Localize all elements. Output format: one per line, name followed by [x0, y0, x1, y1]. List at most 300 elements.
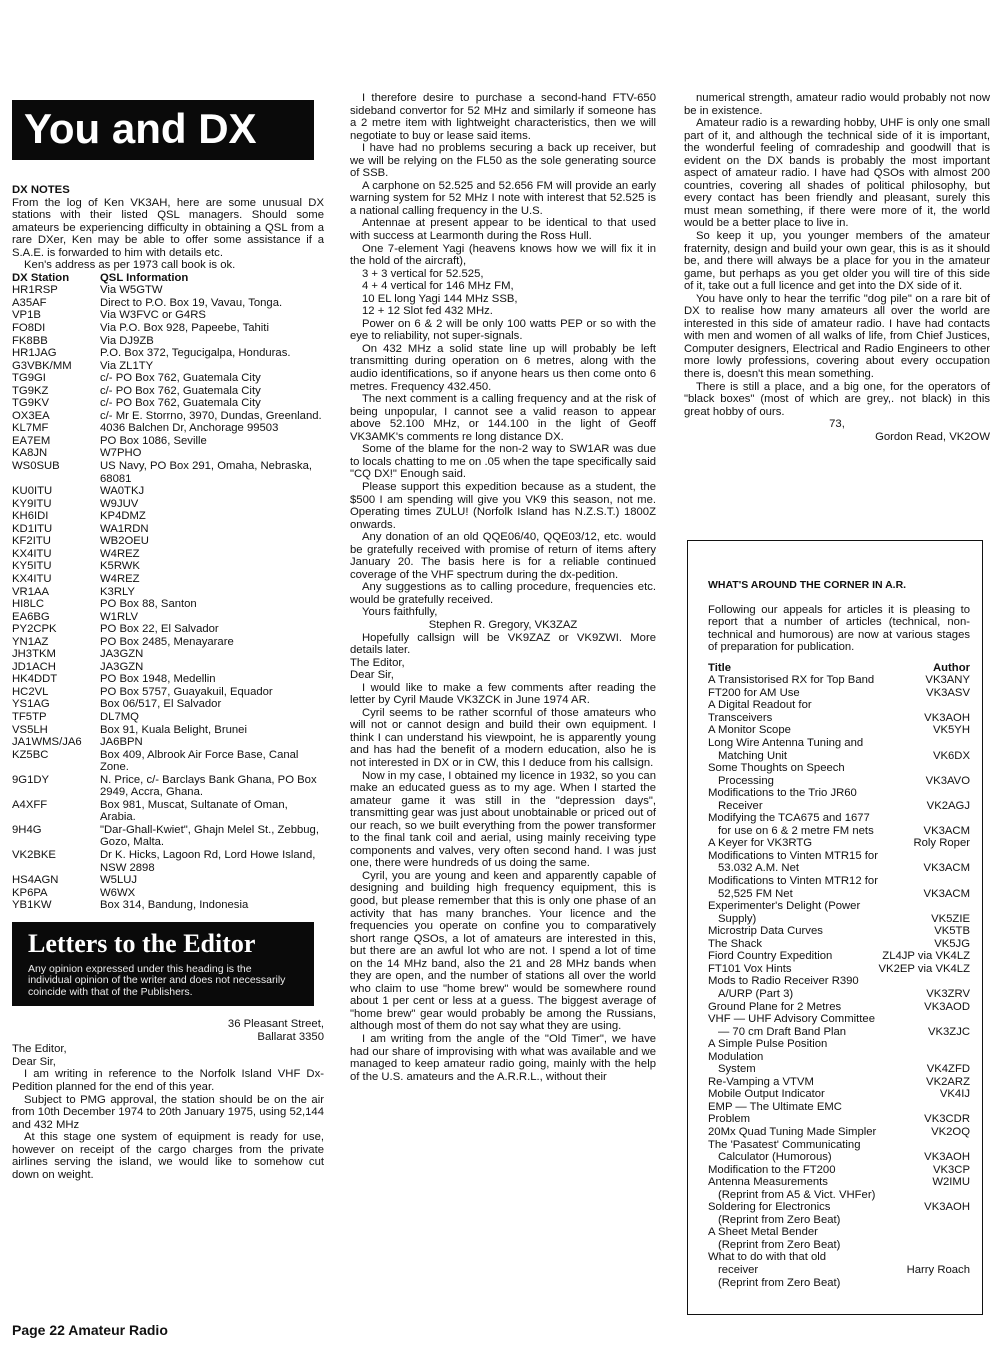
qsl-row [12, 435, 324, 448]
qsl-row [12, 548, 324, 561]
qsl-station: JH3TKM [12, 648, 56, 661]
qsl-row [12, 447, 324, 460]
article-title: for use on 6 & 2 metre FM nets [718, 824, 874, 837]
article-author [879, 1251, 970, 1264]
qsl-station: YB1KW [12, 899, 52, 912]
qsl-station: WS0SUB [12, 460, 60, 473]
qsl-row [12, 322, 324, 335]
qsl-info: 4036 Balchen Dr, Anchorage 99503 [100, 422, 279, 435]
qsl-info: WB2OEU [100, 535, 149, 548]
qsl-station: 9G1DY [12, 773, 50, 786]
letter2-body [350, 682, 656, 1084]
letter-paragraph: I would like to make a few comments after reading the letter by Cyril Maude VK3ZCK in June 1974 AR. [350, 681, 656, 707]
letters-banner-subtitle: Any opinion expressed under this heading is the individual opinion of the writer and does not necessarily coincide with that of the Publishers. [28, 962, 286, 998]
letter-address-line-2: Ballarat 3350 [257, 1030, 324, 1043]
article-title: Long Wire Antenna Tuning and [708, 737, 864, 750]
qsl-row [12, 648, 324, 661]
antenna-item: 4 + 4 vertical for 146 MHz FM, [362, 280, 514, 293]
article-title: FT101 Vox Hints [708, 962, 792, 975]
articles-header-title: Title [708, 661, 732, 674]
article-row [708, 1214, 970, 1227]
article-title: The Shack [708, 937, 763, 950]
letter-paragraph: Subject to PMG approval, the station should be on the air from 10th December 1974 to 20th January 1975, using 52,144 and 432 MHz [12, 1093, 324, 1131]
letter-paragraph: I am writing from the angle of the "Old Timer", we have had our share of improvising with what was available and we managed to keep amateur radio going, mainly with the help of the U.S. amateurs and the A.R.R.L., without their [350, 1033, 656, 1083]
letter-hopefully: Hopefully callsign will be VK9ZAZ or VK9ZWI. More details later. [350, 631, 656, 657]
qsl-station: TG9GI [12, 372, 46, 385]
qsl-info: PO Box 88, Santon [100, 598, 197, 611]
article-row [708, 699, 970, 724]
qsl-info: W4REZ [100, 572, 140, 585]
article-row [708, 925, 970, 938]
article-title: 53.032 A.M. Net [718, 862, 800, 875]
qsl-station: VP1B [12, 309, 41, 322]
qsl-row [12, 385, 324, 398]
qsl-station: HR1RSP [12, 284, 58, 297]
article-title: Calculator (Humorous) [718, 1151, 832, 1164]
qsl-station: FO8DI [12, 322, 46, 335]
article-title: Experimenter's Delight (Power [708, 900, 861, 913]
qsl-row [12, 360, 324, 373]
qsl-header-station: DX Station [12, 271, 70, 284]
article-author: Harry Roach [906, 1263, 970, 1276]
qsl-station: KH6IDI [12, 510, 49, 523]
article-title: Antenna Measurements [708, 1176, 828, 1189]
qsl-row [12, 887, 324, 900]
letter-paragraph: Some of the blame for the non-2 way to SW1AR was due to locals chatting to me on .05 when the tape specifically said "CQ DX!" Enough said. [350, 443, 656, 481]
article-row [708, 1001, 970, 1014]
dx-notes-heading: DX NOTES [12, 184, 70, 196]
letter-continued-1 [350, 92, 656, 268]
article-title: Mods to Radio Receiver R390 [708, 975, 859, 988]
qsl-station: TG9KV [12, 397, 50, 410]
qsl-info: W4REZ [100, 547, 140, 560]
qsl-row [12, 636, 324, 649]
qsl-station: FK8BB [12, 334, 48, 347]
article-author: VK5ZIE [931, 912, 970, 925]
qsl-station: A35AF [12, 296, 47, 309]
article-author: VK3AOH [924, 1151, 970, 1164]
article-author: W2IMU [932, 1176, 970, 1189]
article-author [879, 1214, 970, 1227]
qsl-info: c/- PO Box 762, Guatemala City [100, 372, 261, 385]
qsl-info: K3RLY [100, 585, 135, 598]
article-author: VK3CP [932, 1163, 970, 1176]
qsl-row [12, 586, 324, 599]
article-row [708, 1101, 970, 1126]
column-2 [350, 92, 656, 1083]
qsl-info: JA3GZN [100, 660, 144, 673]
article-row [708, 938, 970, 951]
article-author: VK4ZFD [926, 1063, 970, 1076]
qsl-station: JD1ACH [12, 660, 56, 673]
article-title: Fiord Country Expedition [708, 950, 833, 963]
qsl-row [12, 874, 324, 887]
article-row [708, 913, 970, 926]
article-title: A Simple Pulse Position Modulation [708, 1038, 828, 1063]
article-title: A Sheet Metal Bender [708, 1226, 818, 1239]
article-author [879, 850, 970, 863]
qsl-station: EA6BG [12, 610, 50, 623]
qsl-table-body [12, 284, 324, 911]
qsl-row [12, 297, 324, 310]
qsl-row [12, 485, 324, 498]
qsl-station: JA1WMS/JA6 [12, 736, 82, 749]
article-row [708, 1264, 970, 1277]
article-row [708, 687, 970, 700]
qsl-station: TF5TP [12, 710, 47, 723]
article-author: Roly Roper [913, 837, 970, 850]
article-author [879, 812, 970, 825]
article-author [879, 1277, 970, 1290]
qsl-info: PO Box 1086, Seville [100, 434, 207, 447]
qsl-info: WA1RDN [100, 522, 149, 535]
article-title: A Monitor Scope [708, 724, 791, 737]
article-title: Modifications to Vinten MTR15 for [708, 849, 878, 862]
article-row [708, 1201, 970, 1214]
article-title: — 70 cm Draft Band Plan [718, 1025, 847, 1038]
article-author [879, 1239, 970, 1252]
article-author: VK3ANY [925, 674, 970, 687]
column-1 [12, 92, 324, 1181]
qsl-row [12, 397, 324, 410]
article-row [708, 762, 970, 775]
article-title: Processing [718, 774, 774, 787]
article-title: System [718, 1063, 756, 1076]
qsl-info: P.O. Box 372, Tegucigalpa, Honduras. [100, 347, 291, 360]
antenna-list [350, 268, 656, 318]
page-footer: Page 22 Amateur Radio [12, 1322, 168, 1338]
article-author: VK3AOH [924, 711, 970, 724]
article-title: A Transistorised RX for Top Band [708, 674, 875, 687]
qsl-table [12, 272, 324, 912]
qsl-row [12, 598, 324, 611]
article-title: A/URP (Part 3) [718, 987, 794, 1000]
letter2-signature-read: Gordon Read, VK2OW [875, 430, 990, 443]
qsl-row [12, 460, 324, 485]
article-title: Modifications to the Trio JR60 [708, 787, 857, 800]
qsl-row [12, 774, 324, 799]
section-banner-you-and-dx: You and DX [12, 100, 314, 160]
qsl-row [12, 749, 324, 774]
qsl-row [12, 510, 324, 523]
letter-paragraph: So keep it up, you younger members of the amateur fraternity, design and build your own gear, this is as it should be, and there will always be a place for you in the amateur game, but perhaps as you get older you will tire of this side of it, take out a full licence and get into the DX side of it. [684, 230, 990, 293]
article-title: Microstrip Data Curves [708, 925, 823, 938]
letter-paragraph: Cyril, you are young and keen and apparently capable of designing and building high frequency equipment, this is good, but please remember that this is only one phase of an activity that has many branches. Your licence and the frequencies you operate on confine you to comparatively short range QSOs, a lot of amateurs are interested in this, but there are an awful lot who are not. I spend a lot of time on the 14 MHz band, also the 21 and 28 MHz bands when they are open, and the number of stations all over the world who claim to use "home brew" would be somewhere round about 1 per cent or less at a guess. The biggest average of "home brew" gear would probably be among the Russians, although most of them do not say what they are using. [350, 869, 656, 1033]
article-author [879, 875, 970, 888]
letter-paragraph: Now in my case, I obtained my licence in 1932, so you can make an educated guess as to my age. When I started the amateur game it was still in the "depression days", transmitting gear was just about unobtainable or priced out of our reach, so we built everything from the power transformer to the final tank coil and aerial, using mainly receiving type components and valves, very often second hand. I was just one, there were hundreds of us doing the same. [350, 769, 656, 870]
letter-body [12, 1068, 324, 1181]
qsl-station: A4XFF [12, 798, 48, 811]
letter-paragraph: At this stage one system of equipment is ready for use, however on receipt of the cargo charges from the private airlines serving the island, we would like to somehow cut down on weight. [12, 1131, 324, 1181]
article-row [708, 850, 970, 863]
qsl-row [12, 284, 324, 297]
article-title: Ground Plane for 2 Metres [708, 1000, 842, 1013]
letters-banner [12, 922, 314, 1007]
letter-address-line-1: 36 Pleasant Street, [227, 1018, 324, 1031]
antenna-item: 10 EL long Yagi 144 MHz SSB, [362, 292, 518, 305]
letter-continued-2 [350, 318, 656, 607]
article-row [708, 1126, 970, 1139]
letter-salutation-1: The Editor, [12, 1043, 67, 1056]
letter-paragraph: A carphone on 52.525 and 52.656 FM will provide an early warning system for 52 MHz I note with interest that 52.525 is a national calling frequency in the U.S. [350, 179, 656, 217]
qsl-info: WA0TKJ [100, 485, 145, 498]
article-author: VK2ARZ [926, 1075, 970, 1088]
article-title: Receiver [718, 799, 763, 812]
letters-banner-title: Letters to the Editor [28, 928, 256, 958]
qsl-info: W1RLV [100, 610, 139, 623]
qsl-station: OX3EA [12, 409, 50, 422]
qsl-station: EA7EM [12, 434, 51, 447]
qsl-info: c/- PO Box 762, Guatemala City [100, 397, 261, 410]
article-row [708, 1164, 970, 1177]
articles-table [708, 662, 970, 1289]
qsl-row [12, 661, 324, 674]
letter-paragraph: There is still a place, and a big one, for the operators of "black boxes" (most of which are grey,. not black) in this great hobby of ours. [684, 380, 990, 418]
article-title: VHF — UHF Advisory Committee [708, 1013, 875, 1026]
qsl-row [12, 623, 324, 636]
article-row [708, 674, 970, 687]
qsl-info: Dr K. Hicks, Lagoon Rd, Lord Howe Island, NSW 2898 [100, 848, 316, 874]
qsl-station: HS4AGN [12, 874, 59, 887]
qsl-row [12, 824, 324, 849]
qsl-row [12, 560, 324, 573]
article-author [879, 1189, 970, 1202]
qsl-station: KP6PA [12, 886, 48, 899]
qsl-station: KY5ITU [12, 560, 52, 573]
qsl-info: Box 06/517, El Salvador [100, 698, 222, 711]
article-row [708, 837, 970, 850]
article-row [708, 1277, 970, 1290]
article-author [879, 1139, 970, 1152]
qsl-station: KL7MF [12, 422, 49, 435]
qsl-station: PY2CPK [12, 623, 57, 636]
article-title: (Reprint from Zero Beat) [718, 1213, 841, 1226]
letter-paragraph: Any suggestions as to calling procedure, frequencies etc. would be gratefully received. [350, 581, 656, 606]
qsl-station: VK2BKE [12, 848, 56, 861]
qsl-station: KY9ITU [12, 497, 52, 510]
article-author: VK2AGJ [926, 799, 970, 812]
article-row [708, 1088, 970, 1101]
qsl-info: N. Price, c/- Barclays Bank Ghana, PO Box 2949, Accra, Ghana. [100, 773, 317, 799]
qsl-info: PO Box 5757, Guayakuil, Equador [100, 685, 273, 698]
article-row [708, 963, 970, 976]
article-row [708, 775, 970, 788]
qsl-row [12, 711, 324, 724]
letter-paragraph: You have only to hear the terrific "dog pile" on a rare bit of DX to realise how many amateurs all over the world are interested in this side of amateur radio. I have had contacts with men and women of all walks of life, from Chief Justices, Computer designers, Electrical and Radio Engineers to other more lowly professions, covering about every occupation there is, doesn't this mean something. [684, 292, 990, 381]
qsl-info: Box 314, Bandung, Indonesia [100, 899, 249, 912]
qsl-info: JA3GZN [100, 648, 144, 661]
article-row [708, 975, 970, 988]
article-author [879, 737, 970, 750]
letter-paragraph: numerical strength, amateur radio would probably not now be in existence. [684, 92, 990, 117]
letter-salutation-2: Dear Sir, [12, 1055, 56, 1068]
article-row [708, 900, 970, 913]
qsl-info: c/- Mr E. Storrno, 3970, Dundas, Greenland. [100, 409, 322, 422]
qsl-station: KX4ITU [12, 547, 52, 560]
qsl-row [12, 799, 324, 824]
article-title: Modifying the TCA675 and 1677 [708, 812, 870, 825]
qsl-row [12, 573, 324, 586]
letter-signature-gregory: Stephen R. Gregory, VK3ZAZ [428, 618, 578, 631]
qsl-info: Via DJ9ZB [100, 334, 154, 347]
qsl-info: Via ZL1TY [100, 359, 154, 372]
qsl-row [12, 849, 324, 874]
qsl-station: HR1JAG [12, 347, 57, 360]
article-title: 52,525 FM Net [718, 887, 793, 900]
article-author: VK5JG [934, 937, 970, 950]
article-title: Supply) [718, 912, 757, 925]
article-title: 20Mx Quad Tuning Made Simpler [708, 1125, 877, 1138]
letter2-editor: The Editor, [350, 656, 405, 669]
article-author: VK3ZJC [927, 1025, 970, 1038]
qsl-info: "Dar-Ghall-Kwiet", Ghajn Melel St., Zebbug, Gozo, Malta. [100, 823, 319, 849]
letter2-continued [684, 92, 990, 418]
dx-notes-address: Ken's address as per 1973 call book is ok. [24, 259, 236, 272]
article-title: (Reprint from Zero Beat) [718, 1276, 841, 1289]
qsl-row [12, 724, 324, 737]
qsl-station: 9H4G [12, 823, 42, 836]
qsl-station: KZ5BC [12, 748, 49, 761]
article-title: Modifications to Vinten MTR12 for [708, 875, 878, 888]
article-title: FT200 for AM Use [708, 686, 800, 699]
qsl-row [12, 698, 324, 711]
letter-paragraph: I have had no problems securing a back up receiver, but we will be relying on the FL50 as the sole generating source of SSB. [350, 142, 656, 180]
article-row [708, 1076, 970, 1089]
letter-paragraph: On 432 MHz a solid state line up will probably be left transmitting during operation on 6 metres, along with the audio identifications, so if anyone hears us then come onto 6 metres. Frequency 432.450. [350, 342, 656, 393]
article-row [708, 875, 970, 888]
qsl-station: KD1ITU [12, 522, 53, 535]
article-title: What to do with that old [708, 1251, 827, 1264]
article-row [708, 825, 970, 838]
qsl-row [12, 736, 324, 749]
letter-paragraph: Any donation of an old QQE06/40, QQE03/12, etc. would be gratefully received with promise of return of items aftery January 20. The basis here is for a reliable continued coverage of the VHF spectrum during the dx-pedition. [350, 531, 656, 581]
letter-paragraph: I am writing in reference to the Norfolk Island VHF Dx-Pedition planned for the end of this year. [12, 1068, 324, 1093]
article-row [708, 950, 970, 963]
article-row [708, 1026, 970, 1039]
article-title: Some Thoughts on Speech [708, 762, 845, 775]
qsl-row [12, 535, 324, 548]
article-title: Re-Vamping a VTVM [708, 1075, 814, 1088]
qsl-row [12, 309, 324, 322]
article-author: VK5TB [934, 925, 970, 938]
article-row [708, 1226, 970, 1239]
qsl-row [12, 347, 324, 360]
letter-paragraph: The next comment is a calling frequency and at the risk of being unpopular, I cannot see a valid reason to appear above 52.100 MHz, or 144.100 in the light of Geoff VK3AMK's comments re long distance DX. [350, 393, 656, 443]
article-author: VK2OQ [931, 1125, 970, 1138]
article-title: Matching Unit [718, 749, 788, 762]
qsl-info: W7PHO [100, 447, 142, 460]
article-author: VK4IJ [939, 1088, 970, 1101]
qsl-info: PO Box 1948, Medellin [100, 673, 216, 686]
article-author [879, 900, 970, 913]
qsl-row [12, 686, 324, 699]
box-heading: WHAT'S AROUND THE CORNER IN A.R. [708, 579, 907, 591]
article-row [708, 737, 970, 750]
qsl-row [12, 899, 324, 912]
articles-table-body [708, 674, 970, 1289]
letter-paragraph: Please support this expedition because as a student, the $500 I am spending will give you VK9 this season, not me. Operating times ZULU! (Norfolk Island has N.Z.S.T.) 1800Z onwards. [350, 480, 656, 531]
article-row [708, 1251, 970, 1264]
qsl-row [12, 523, 324, 536]
article-row [708, 1063, 970, 1076]
qsl-station: YS1AG [12, 698, 50, 711]
article-author [879, 762, 970, 775]
qsl-info: PO Box 2485, Menayarare [100, 635, 234, 648]
article-author: VK3AOD [924, 1000, 970, 1013]
qsl-info: W6WX [100, 886, 136, 899]
qsl-row [12, 372, 324, 385]
article-author: VK3ACM [923, 824, 970, 837]
antenna-item: 3 + 3 vertical for 52.525, [362, 267, 484, 280]
qsl-row [12, 335, 324, 348]
article-title: EMP — The Ultimate EMC Problem [708, 1100, 842, 1126]
article-title: Soldering for Electronics [708, 1201, 831, 1214]
qsl-info: Box 409, Albrook Air Force Base, Canal Zone. [100, 748, 299, 774]
article-title: Modification to the FT200 [708, 1163, 836, 1176]
qsl-info: W9JUV [100, 497, 139, 510]
letter-yours: Yours faithfully, [362, 606, 438, 619]
article-author: VK3ZRV [926, 987, 970, 1000]
article-author [879, 1038, 970, 1063]
qsl-station: HC2VL [12, 685, 49, 698]
article-author: VK3ACM [923, 887, 970, 900]
qsl-info: Direct to P.O. Box 19, Vavau, Tonga. [100, 296, 283, 309]
box-intro: Following our appeals for articles it is pleasing to report that a number of articles (technical, non-technical and humorous) are now at various stages of preparation for publication. [708, 603, 970, 654]
qsl-station: G3VBK/MM [12, 359, 72, 372]
article-row [708, 1139, 970, 1152]
letter-paragraph: I therefore desire to purchase a second-hand FTV-650 sideband convertor for 52 MHz and similarly if someone has a 2 metre item with lightweight characteristics, then we will negotiate to buy or lease said items. [350, 92, 656, 142]
article-author: VK3AVO [925, 774, 970, 787]
article-row [708, 1176, 970, 1189]
letter-paragraph: One 7-element Yagi (heavens knows how we will fix it in the hold of the aircraft), [350, 242, 656, 268]
qsl-row [12, 422, 324, 435]
dx-notes-intro: From the log of Ken VK3AH, here are some unusual DX stations with their listed QSL managers. Should some amateurs be experiencing difficulty in obtaining a QSL from a rare DXer, Ken may be able to offer some assistance if a S.A.E. is forwarded to him with details etc. [12, 196, 324, 259]
article-author: VK3CDR [924, 1113, 970, 1126]
article-author [879, 975, 970, 988]
around-the-corner-box [687, 540, 983, 1315]
article-author: VK3AOH [924, 1201, 970, 1214]
article-title: receiver [718, 1263, 759, 1276]
qsl-station: VR1AA [12, 585, 50, 598]
qsl-info: DL7MQ [100, 710, 139, 723]
qsl-station: YN1AZ [12, 635, 49, 648]
article-author: VK5YH [932, 724, 970, 737]
qsl-station: HI8LC [12, 598, 45, 611]
qsl-station: TG9KZ [12, 384, 49, 397]
qsl-header-info: QSL Information [100, 271, 189, 284]
article-row [708, 800, 970, 813]
letter-paragraph: Power on 6 & 2 will be only 100 watts PEP or so with the eye to reliability, not super-signals. [350, 317, 656, 343]
letter-paragraph: Antennae at present appear to be identical to that used with success at Learmonth during the Ross Hull. [350, 217, 656, 243]
qsl-info: PO Box 22, El Salvador [100, 623, 219, 636]
qsl-info: Box 91, Kuala Belight, Brunei [100, 723, 247, 736]
letter2-closing: 73, [829, 418, 845, 431]
qsl-info: JA6BPN [100, 736, 143, 749]
article-author: ZL4JP via VK4LZ [882, 950, 970, 963]
qsl-station: KF2ITU [12, 535, 51, 548]
article-row [708, 888, 970, 901]
qsl-info: KP4DMZ [100, 510, 146, 523]
article-row [708, 1013, 970, 1026]
article-row [708, 1189, 970, 1202]
article-author: VK3ACM [923, 862, 970, 875]
article-row [708, 724, 970, 737]
article-row [708, 812, 970, 825]
qsl-row [12, 498, 324, 511]
qsl-info: c/- PO Box 762, Guatemala City [100, 384, 261, 397]
article-author [879, 787, 970, 800]
article-row [708, 988, 970, 1001]
